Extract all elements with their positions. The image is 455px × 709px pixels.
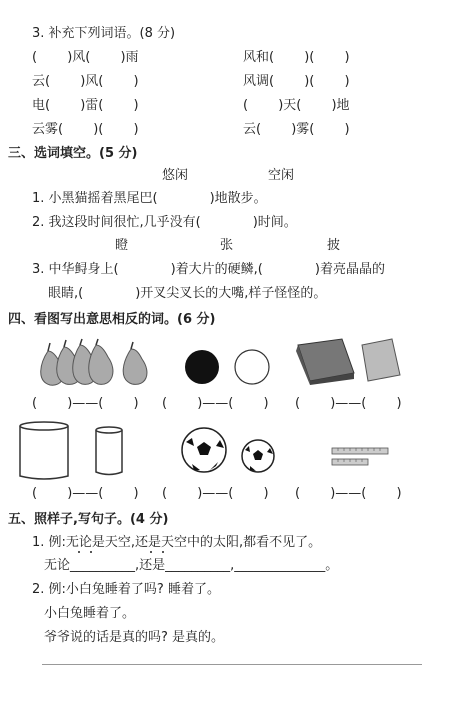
idiom-blank: ( )风( )雨 — [32, 50, 139, 65]
antonym-blank: ( )——( ) — [32, 396, 139, 411]
thick-thin-book-icon — [292, 335, 410, 385]
question-sentence: 爷爷说的话是真的吗? 是真的。 — [44, 630, 225, 645]
antonym-blank: ( )——( ) — [295, 486, 402, 501]
antonym-blank: ( )——( ) — [295, 396, 402, 411]
idiom-blank: 风调( )( ) — [243, 74, 350, 89]
word-choice: 张 — [220, 238, 234, 253]
idiom-blank: 云( )雾( ) — [243, 122, 350, 137]
sentence: 2. 我这段时间很忙,几乎没有( )时间。 — [32, 215, 297, 230]
part-heading: 五、照样子,写句子。(4 分) — [8, 512, 169, 527]
idiom-blank: 云雾( )( ) — [32, 122, 139, 137]
answer-line: 无论__________,还是__________,______________。 — [44, 558, 339, 573]
idiom-blank: 风和( )( ) — [243, 50, 350, 65]
emphasis-dot — [78, 551, 80, 553]
pears-many-icon — [36, 337, 166, 389]
black-white-circles-icon — [182, 347, 272, 387]
answer-rule — [42, 664, 422, 665]
big-small-ball-icon — [180, 426, 280, 478]
sentence: 眼睛,( )开叉尖叉长的大嘴,样子怪怪的。 — [48, 286, 327, 301]
long-short-ruler-icon — [330, 446, 392, 468]
emphasis-dot — [90, 551, 92, 553]
word-choice: 披 — [327, 238, 341, 253]
word-choice: 空闲 — [268, 168, 295, 183]
idiom-blank: 云( )风( ) — [32, 74, 139, 89]
section-heading: 3. 补充下列词语。(8 分) — [32, 26, 176, 41]
tall-short-cylinder-icon — [16, 420, 144, 482]
part-heading: 三、选词填空。(5 分) — [8, 146, 138, 161]
sentence: 1. 小黑猫摇着黑尾巴( )地散步。 — [32, 191, 267, 206]
part-heading: 四、看图写出意思相反的词。(6 分) — [8, 312, 216, 327]
emphasis-dot — [150, 551, 152, 553]
example-answer: 小白兔睡着了。 — [44, 606, 136, 621]
antonym-blank: ( )——( ) — [32, 486, 139, 501]
antonym-blank: ( )——( ) — [162, 486, 269, 501]
word-choice: 悠闲 — [162, 168, 189, 183]
emphasis-dot — [162, 551, 164, 553]
idiom-blank: 电( )雷( ) — [32, 98, 139, 113]
idiom-blank: ( )天( )地 — [243, 98, 350, 113]
word-choice: 瞪 — [115, 238, 129, 253]
example-sentence: 1. 例:无论是天空,还是天空中的太阳,都看不见了。 — [32, 535, 322, 550]
sentence: 3. 中华鲟身上( )着大片的硬鳞,( )着亮晶晶的 — [32, 262, 385, 277]
example-sentence: 2. 例:小白兔睡着了吗? 睡着了。 — [32, 582, 220, 597]
antonym-blank: ( )——( ) — [162, 396, 269, 411]
